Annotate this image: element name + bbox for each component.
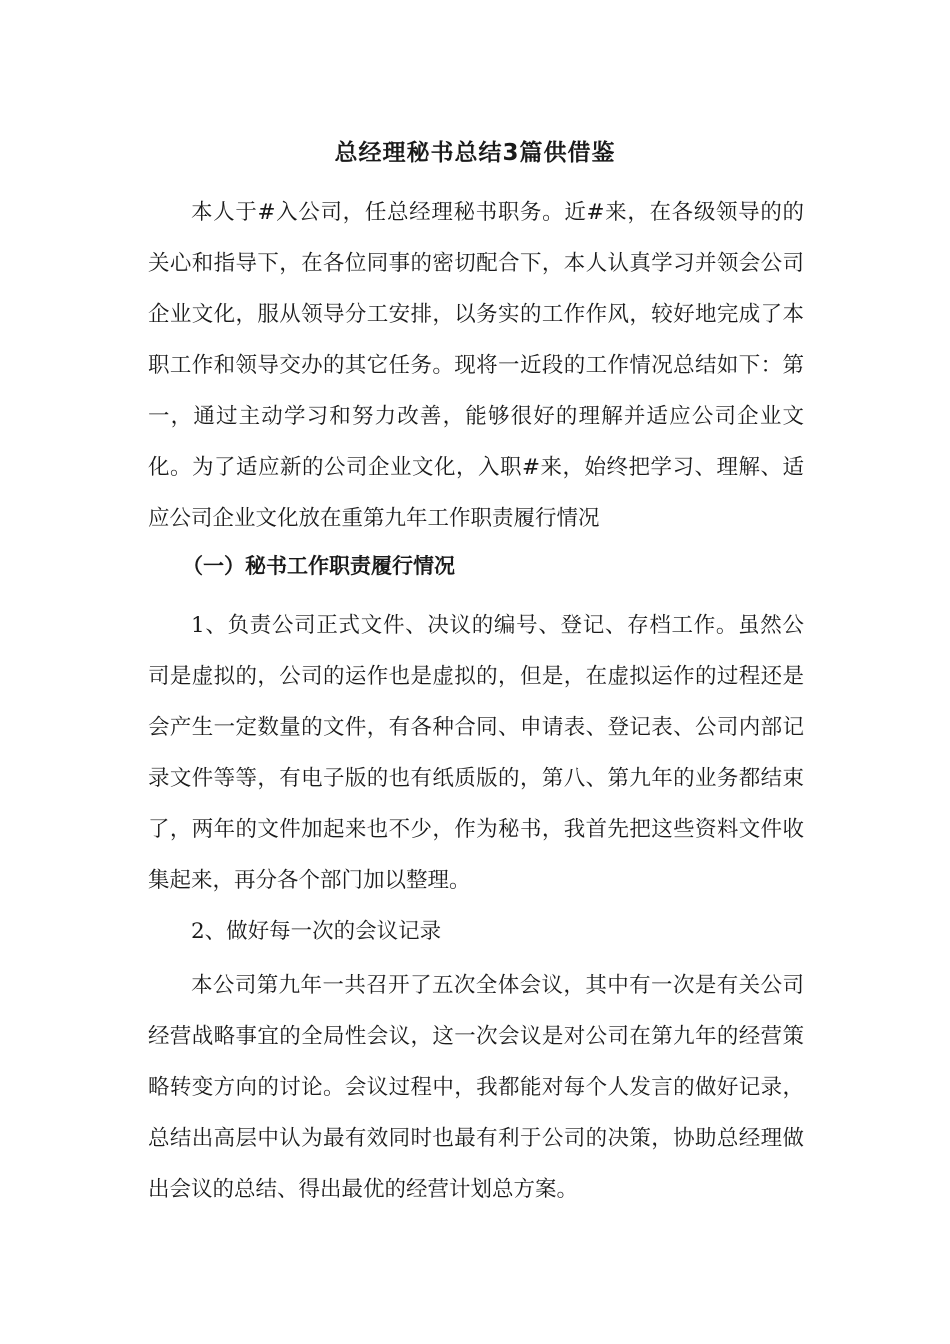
meeting-paragraph: 本公司第九年一共召开了五次全体会议，其中有一次是有关公司经营战略事宜的全局性会议，这一次会议是对公司在第九年的经营策略转变方向的讨论。会议过程中，我都能对每个人发言的做好记录，总结出高层中认为最有效同时也最有利于公司的决策，协助总经理做出会议的总结、得出最优的经营计划总方案。 (148, 973, 804, 1202)
document-title: 总经理秘书总结3篇供借鉴 (334, 140, 616, 166)
item-2-paragraph: 2、做好每一次的会议记录 (191, 919, 442, 944)
intro-paragraph: 本人于#入公司，任总经理秘书职务。近#来，在各级领导的的关心和指导下，在各位同事的密切配合下，本人认真学习并领会公司企业文化，服从领导分工安排，以务实的工作作风，较好地完成了本职工作和领导交办的其它任务。现将一近段的工作情况总结如下：第一，通过主动学习和努力改善，能够很好的理解并适应公司企业文化。为了适应新的公司企业文化，入职#来，始终把学习、理解、适应公司企业文化放在重第九年工作职责履行情况 (148, 200, 804, 531)
section-heading: （一）秘书工作职责履行情况 (182, 554, 455, 578)
item-1-paragraph: 1、负责公司正式文件、决议的编号、登记、存档工作。虽然公司是虚拟的，公司的运作也是虚拟的，但是，在虚拟运作的过程还是会产生一定数量的文件，有各种合同、申请表、登记表、公司内部记录文件等等，有电子版的也有纸质版的，第八、第九年的业务都结束了，两年的文件加起来也不少，作为秘书，我首先把这些资料文件收集起来，再分各个部门加以整理。 (148, 613, 804, 893)
